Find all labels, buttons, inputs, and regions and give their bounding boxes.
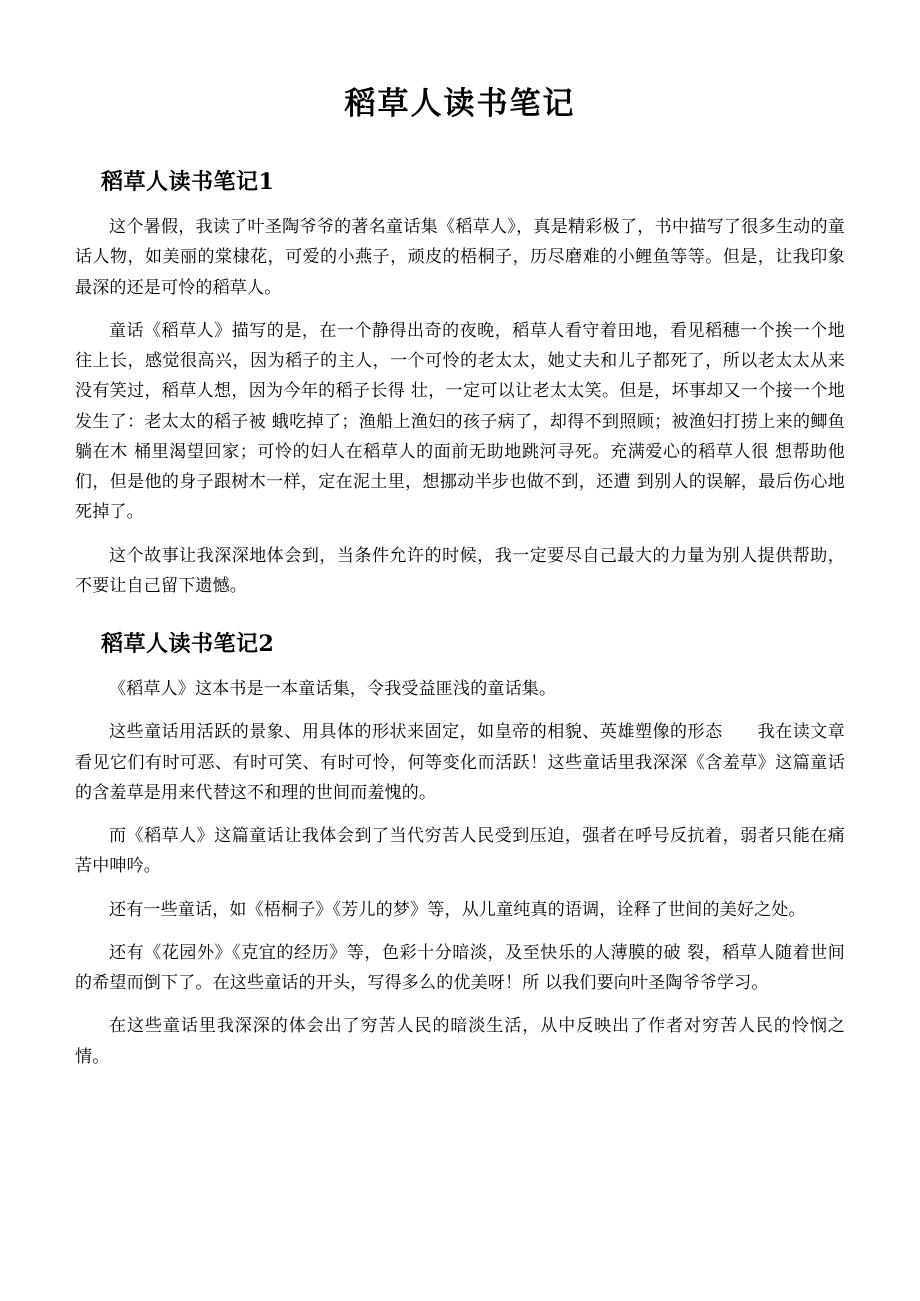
section-1 [75, 165, 845, 601]
section-heading-2: 稻草人读书笔记2 [101, 631, 275, 657]
section-body-1 [75, 212, 845, 601]
page-title: 稻草人读书笔记 [344, 86, 576, 122]
paragraph: 童话《稻草人》描写的是，在一个静得出奇的夜晚，稻草人看守着田地，看见稻穗一个挨一个地往上长，感觉很高兴，因为稻子的主人，一个可怜的老太太，她丈夫和儿子都死了，所以老太太从来没有笑过，稻草人想，因为今年的稻子长得 壮，一定可以让老太太笑。但是，坏事却又一个接一个地发生了：老太太的稻子被 蛾吃掉了；渔船上渔妇的孩子病了，却得不到照顾；被渔妇打捞上来的鲫鱼躺在木 桶里渴望回家；可怜的妇人在稻草人的面前无助地跳河寻死。充满爱心的稻草人很 想帮助他们，但是他的身子跟树木一样，定在泥土里，想挪动半步也做不到，还遭 到别人的误解，最后伤心地死掉了。 [75, 320, 845, 523]
paragraph: 还有一些童话，如《梧桐子》《芳儿的梦》等，从儿童纯真的语调，诠释了世间的美好之处。 [109, 899, 806, 920]
document-content [75, 60, 845, 1072]
section-2 [75, 627, 845, 1072]
section-heading-1: 稻草人读书笔记1 [101, 169, 275, 195]
paragraph: 而《稻草人》这篇童话让我体会到了当代穷苦人民受到压迫，强者在呼号反抗着，弱者只能在痛苦中呻吟。 [75, 826, 845, 877]
paragraph: 《稻草人》这本书是一本童话集，令我受益匪浅的童话集。 [109, 679, 557, 699]
paragraph: 还有《花园外》《克宜的经历》等，色彩十分暗淡，及至快乐的人薄膜的破 裂，稻草人随着世间的希望而倒下了。在这些童话的开头，写得多么的优美呀！所 以我们要向叶圣陶爷爷学习。 [75, 942, 845, 993]
section-body-2 [75, 674, 845, 1072]
paragraph: 在这些童话里我深深的体会出了穷苦人民的暗淡生活，从中反映出了作者对穷苦人民的怜悯之情。 [75, 1016, 845, 1067]
paragraph: 这些童话用活跃的景象、用具体的形状来固定，如皇帝的相貌、英雄塑像的形态 我在读文章看见它们有时可恶、有时可笑、有时可怜，何等变化而活跃！这些童话里我深深《含羞草》这篇童话的含羞草是用来代替这不和理的世间而羞愧的。 [75, 722, 845, 803]
paragraph: 这个暑假，我读了叶圣陶爷爷的著名童话集《稻草人》，真是精彩极了，书中描写了很多生动的童话人物，如美丽的棠棣花，可爱的小燕子，顽皮的梧桐子，历尽磨难的小鲤鱼等等。但是，让我印象最深的还是可怜的稻草人。 [75, 217, 845, 298]
paragraph: 这个故事让我深深地体会到，当条件允许的时候，我一定要尽自己最大的力量为别人提供帮助，不要让自己留下遗憾。 [75, 545, 845, 596]
